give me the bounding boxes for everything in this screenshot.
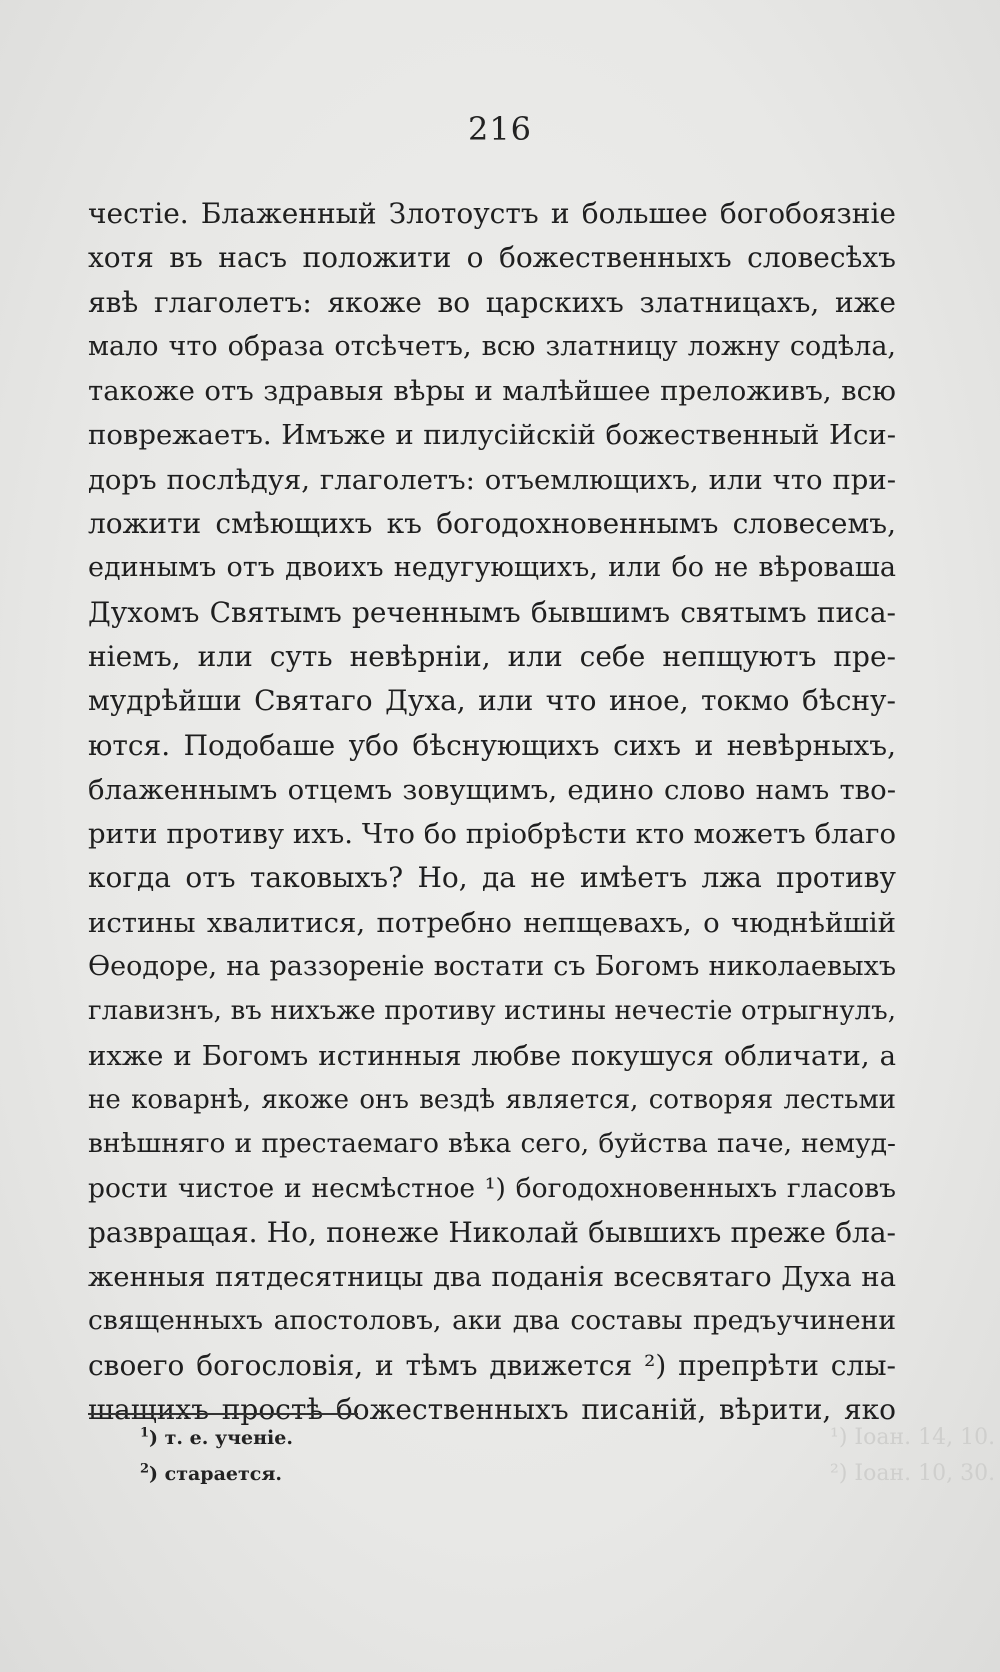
text-line: шащихъ простѣ божественныхъ писаній, вѣрити, яко <box>88 1393 896 1427</box>
text-line: своего богословія, и тѣмъ движется ²) препрѣти слы- <box>88 1348 896 1382</box>
footnote-divider <box>88 1413 358 1415</box>
text-line: ются. Подобаше убо бѣснующихъ сихъ и невѣрныхъ, <box>88 728 896 762</box>
bleed-through-line: ¹) Іоан. 14, 10. <box>830 1425 996 1450</box>
text-line: женныя пятдесятницы два поданія всесвятаго Духа на <box>88 1261 896 1294</box>
text-line: когда отъ таковыхъ? Но, да не имѣетъ лжа противу <box>88 861 896 895</box>
footnotes <box>140 1420 540 1492</box>
bleed-through-text <box>830 1420 1000 1492</box>
text-line: явѣ глаголетъ: якоже во царскихъ златницахъ, иже <box>88 285 896 319</box>
footnote-text: ) т. е. ученіе. <box>149 1427 293 1449</box>
text-line: честіе. Блаженный Злотоустъ и большее богобоязніе <box>88 197 896 230</box>
footnote-1 <box>140 1420 540 1456</box>
text-line: Ѳеодоре, на раззореніе востати съ Богомъ николаевыхъ <box>88 951 896 983</box>
text-line: хотя въ насъ положити о божественныхъ словесѣхъ <box>88 241 896 275</box>
text-line: ихже и Богомъ истинныя любве покушуся обличати, а <box>88 1039 896 1072</box>
text-line: истины хвалитися, потребно непщевахъ, о чюднѣйшій <box>88 906 896 939</box>
text-line: ложити смѣющихъ къ богодохновеннымъ словесемъ, <box>88 507 896 541</box>
footnote-text: ) старается. <box>149 1463 282 1485</box>
footnote-2 <box>140 1456 540 1492</box>
text-line: мудрѣйши Святаго Духа, или что иное, токмо бѣсну- <box>88 684 896 718</box>
text-line: главизнъ, въ нихъже противу истины нечестіе отрыгнулъ, <box>88 996 896 1027</box>
bleed-through-line: ²) Іоан. 10, 30. <box>830 1461 996 1486</box>
text-line: не коварнѣ, якоже онъ вездѣ является, сотворяя лестьми <box>88 1084 896 1115</box>
text-line: блаженнымъ отцемъ зовущимъ, едино слово намъ тво- <box>88 773 896 806</box>
footnote-mark: 2 <box>140 1461 150 1477</box>
text-line: рити противу ихъ. Что бо пріобрѣсти кто можетъ благо <box>88 818 896 851</box>
text-line: единымъ отъ двоихъ недугующихъ, или бо не вѣроваша <box>88 552 896 584</box>
text-line: доръ послѣдуя, глаголетъ: отъемлющихъ, или что при- <box>88 463 896 496</box>
text-line: такоже отъ здравыя вѣры и малѣйшее преложивъ, всю <box>88 375 896 408</box>
text-line: рости чистое и несмѣстное ¹) богодохновенныхъ гласовъ <box>88 1172 896 1204</box>
body-text <box>88 192 896 1432</box>
text-line: священныхъ апостоловъ, аки два составы предъучинени <box>88 1305 896 1337</box>
text-line: внѣшняго и престаемаго вѣка сего, буйства паче, немуд- <box>88 1128 896 1160</box>
text-line: развращая. Но, понеже Николай бывшихъ преже бла- <box>88 1215 896 1249</box>
text-line: мало что образа отсѣчетъ, всю златницу ложну содѣла, <box>88 330 896 362</box>
page-number: 216 <box>467 110 533 148</box>
footnote-mark: 1 <box>140 1425 150 1441</box>
text-line: ніемъ, или суть невѣрніи, или себе непщуютъ пре- <box>88 639 896 673</box>
text-line: Духомъ Святымъ реченнымъ бывшимъ святымъ писа- <box>88 595 896 629</box>
text-line: поврежаетъ. Имъже и пилусійскій божественный Иси- <box>88 419 896 452</box>
